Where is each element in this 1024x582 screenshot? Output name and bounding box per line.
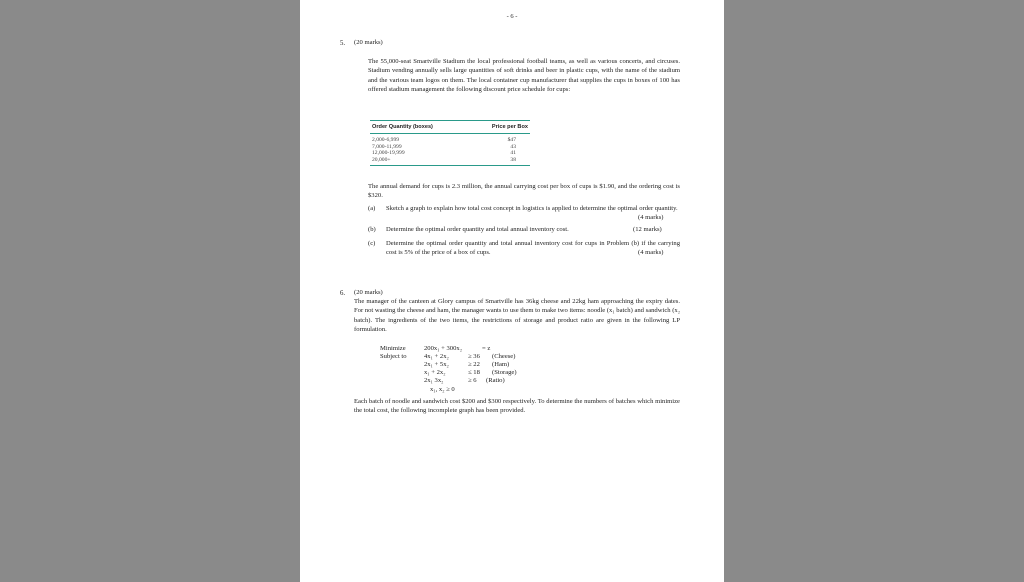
q5-demand-text: The annual demand for cups is 2.3 million, the annual carrying cost per box of cups is $1.90, and the ordering cost is $320. (368, 183, 680, 200)
table-cell: 7,000-11,999 (372, 143, 402, 150)
table-cell: 20,000+ (370, 157, 469, 166)
q5-part-c-marks: (4 marks) (638, 249, 664, 256)
lp-constraint-lhs: 2x₁ 3x₂ (424, 377, 444, 384)
table-cell: 12,000-19,999 (372, 150, 405, 157)
lp-constraint-rhs: ≤ 18 (468, 369, 480, 376)
lp-constraint-note: (Cheese) (492, 353, 516, 360)
q6-closing: Each batch of noodle and sandwich cost $200 and $300 respectively. To determine the numbers of batches which minimize the total cost, the following incomplete graph has been provided. (354, 398, 680, 415)
lp-minimize-label: Minimize (380, 345, 406, 352)
table-cell: 41 (510, 150, 516, 157)
q5-marks: (20 marks) (354, 39, 383, 46)
lp-constraint-rhs: ≥ 22 (468, 361, 480, 368)
q5-part-a-label: (a) (368, 205, 376, 212)
q5-part-b-marks: (12 marks) (633, 226, 662, 233)
q5-intro: The 55,000-seat Smartville Stadium the local professional football teams, as well as various concerts, and circuses. Stadium vending annually sells large quantities of soft drinks and beer in plastic cups, with the name of the stadium and the various team logos on them. The local container cup manufacturer that supplies the cups in boxes of 100 has offered stadium management the following discount price schedule for cups: (368, 58, 680, 94)
table-row (370, 144, 530, 151)
table-row (370, 150, 530, 157)
lp-objective: 200x₁ + 300x₂ (424, 345, 462, 352)
lp-constraint-rhs: ≥ 6 (468, 377, 477, 384)
table-cell: 2,000-6,999 (372, 137, 400, 143)
table-header-price: Price per Box (469, 121, 530, 134)
table-cell: 38 (469, 157, 530, 166)
lp-constraint-note: (Storage) (492, 369, 517, 376)
q6-intro: The manager of the canteen at Glory campus of Smartville has 36kg cheese and 22kg ham approaching the expiry dates. For not wasting the cheese and ham, the manager wants to use them to make two items: noodle (x₁ batch) and sandwich (x₂ batch). The ingredients of the two items, the restrictions of storage and product ratio are given in the following LP formulation. (354, 298, 680, 334)
q5-part-a-marks: (4 marks) (638, 214, 664, 221)
table-cell: 43 (510, 143, 516, 150)
lp-constraint-rhs: ≥ 36 (468, 353, 480, 360)
table-cell: $47 (507, 137, 516, 143)
q5-part-c-text: Determine the optimal order quantity and total annual inventory cost for cups in Problem (b) if the carrying cost is 5% of the price of a box of cups. (386, 240, 680, 256)
lp-constraint-note: (Ham) (492, 361, 510, 368)
lp-constraint-lhs: x₁ + 2x₂ (424, 369, 446, 376)
q5-part-b-text: Determine the optimal order quantity and total annual inventory cost. (386, 226, 569, 233)
price-schedule-table (370, 120, 530, 166)
table-row (370, 134, 530, 144)
q5-part-a-text: Sketch a graph to explain how total cost concept in logistics is applied to determine the optimal order quantity. (386, 205, 678, 212)
q5-number: 5. (340, 40, 346, 47)
page-number: - 6 - (506, 13, 518, 20)
table-row (370, 157, 530, 166)
lp-constraint-note: (Ratio) (486, 377, 505, 384)
lp-constraint-lhs: 2x₁ + 5x₂ (424, 361, 449, 368)
lp-nonnegativity: x₁, x₂ ≥ 0 (430, 386, 455, 393)
q6-marks: (20 marks) (354, 289, 383, 296)
q5-part-c-label: (c) (368, 240, 376, 247)
q6-number: 6. (340, 290, 346, 297)
lp-objective-rhs: = z (482, 345, 491, 352)
document-page (300, 0, 724, 582)
q5-part-b-label: (b) (368, 226, 376, 233)
table-header-quantity: Order Quantity (boxes) (370, 121, 469, 134)
lp-constraint-lhs: 4x₁ + 2x₂ (424, 353, 449, 360)
lp-subject-label: Subject to (380, 353, 407, 360)
